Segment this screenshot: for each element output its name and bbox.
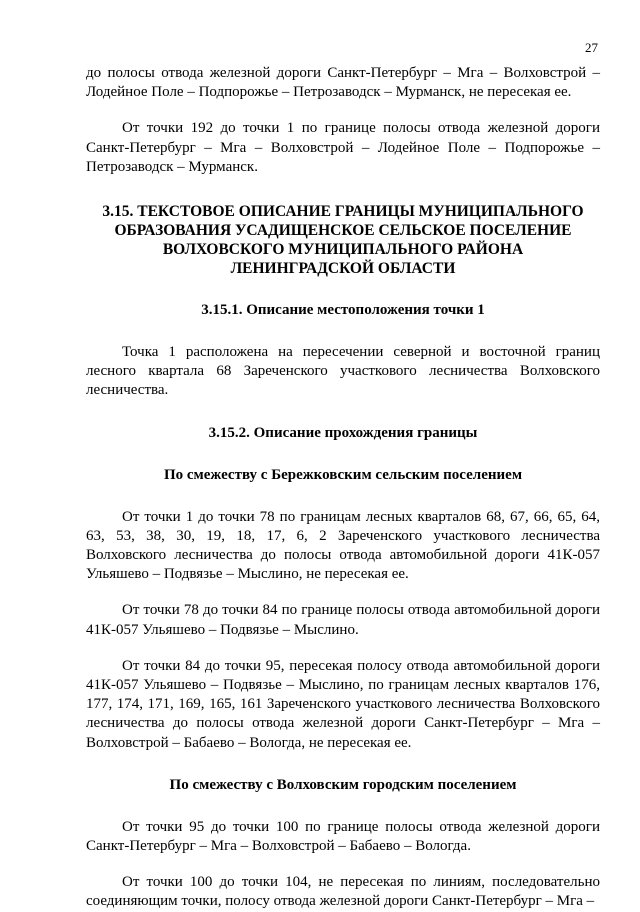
document-body <box>86 64 600 912</box>
paragraph: От точки 100 до точки 104, не пересекая по линиям, последовательно соединяющим точки, полосу отвода железной дороги Санкт-Петербург – Мга – <box>86 874 600 910</box>
neighbor-heading: По смежеству с Волховским городским поселением <box>169 776 517 793</box>
section-heading <box>86 202 600 278</box>
paragraph: до полосы отвода железной дороги Санкт-Петербург – Мга – Волховстрой – Лодейное Поле – Подпорожье – Петрозаводск – Мурманск, не пересекая ее. <box>86 65 600 101</box>
paragraph: От точки 192 до точки 1 по границе полосы отвода железной дороги Санкт-Петербург – Мга – Волховстрой – Лодейное Поле – Подпорожье – Петрозаводск – Мурманск. <box>86 120 600 175</box>
paragraph: Точка 1 расположена на пересечении северной и восточной границ лесного квартала 68 Зареченского участкового лесничества Волховского лесничества. <box>86 344 600 399</box>
section-heading-line: ЛЕНИНГРАДСКОЙ ОБЛАСТИ <box>230 260 456 278</box>
paragraph: От точки 1 до точки 78 по границам лесных кварталов 68, 67, 66, 65, 64, 63, 53, 38, 30, 19, 18, 17, 6, 2 Зареченского участкового лесничества Волховского лесничества до полосы отвода автомобильной дороги 41К-057 Ульяшево – Подвязье – Мыслино, не пересекая ее. <box>86 508 600 583</box>
section-heading-line: 3.15. ТЕКСТОВОЕ ОПИСАНИЕ ГРАНИЦЫ МУНИЦИПАЛЬНОГО <box>102 203 584 221</box>
section-heading-line: ВОЛХОВСКОГО МУНИЦИПАЛЬНОГО РАЙОНА <box>162 241 524 259</box>
page-number: 27 <box>585 40 598 55</box>
subsection-heading: 3.15.2. Описание прохождения границы <box>208 424 478 441</box>
section-heading-line: ОБРАЗОВАНИЯ УСАДИЩЕНСКОЕ СЕЛЬСКОЕ ПОСЕЛЕНИЕ <box>114 222 572 240</box>
paragraph: От точки 84 до точки 95, пересекая полосу отвода автомобильной дороги 41К-057 Ульяшево – Подвязье – Мыслино, по границам лесных кварталов 176, 177, 174, 171, 169, 165, 161 Зареченского участкового лесничества Волховского лесничества до полосы отвода железной дороги Санкт-Петербург – Мга – Волховстрой – Бабаево – Вологда, не пересекая ее. <box>86 657 600 751</box>
paragraph: От точки 78 до точки 84 по границе полосы отвода автомобильной дороги 41К-057 Ульяшево – Подвязье – Мыслино. <box>86 602 600 638</box>
neighbor-heading: По смежеству с Бережковским сельским поселением <box>163 466 523 483</box>
paragraph: От точки 95 до точки 100 по границе полосы отвода железной дороги Санкт-Петербург – Мга – Волховстрой – Бабаево – Вологда. <box>86 818 600 855</box>
subsection-heading: 3.15.1. Описание местоположения точки 1 <box>201 302 485 319</box>
